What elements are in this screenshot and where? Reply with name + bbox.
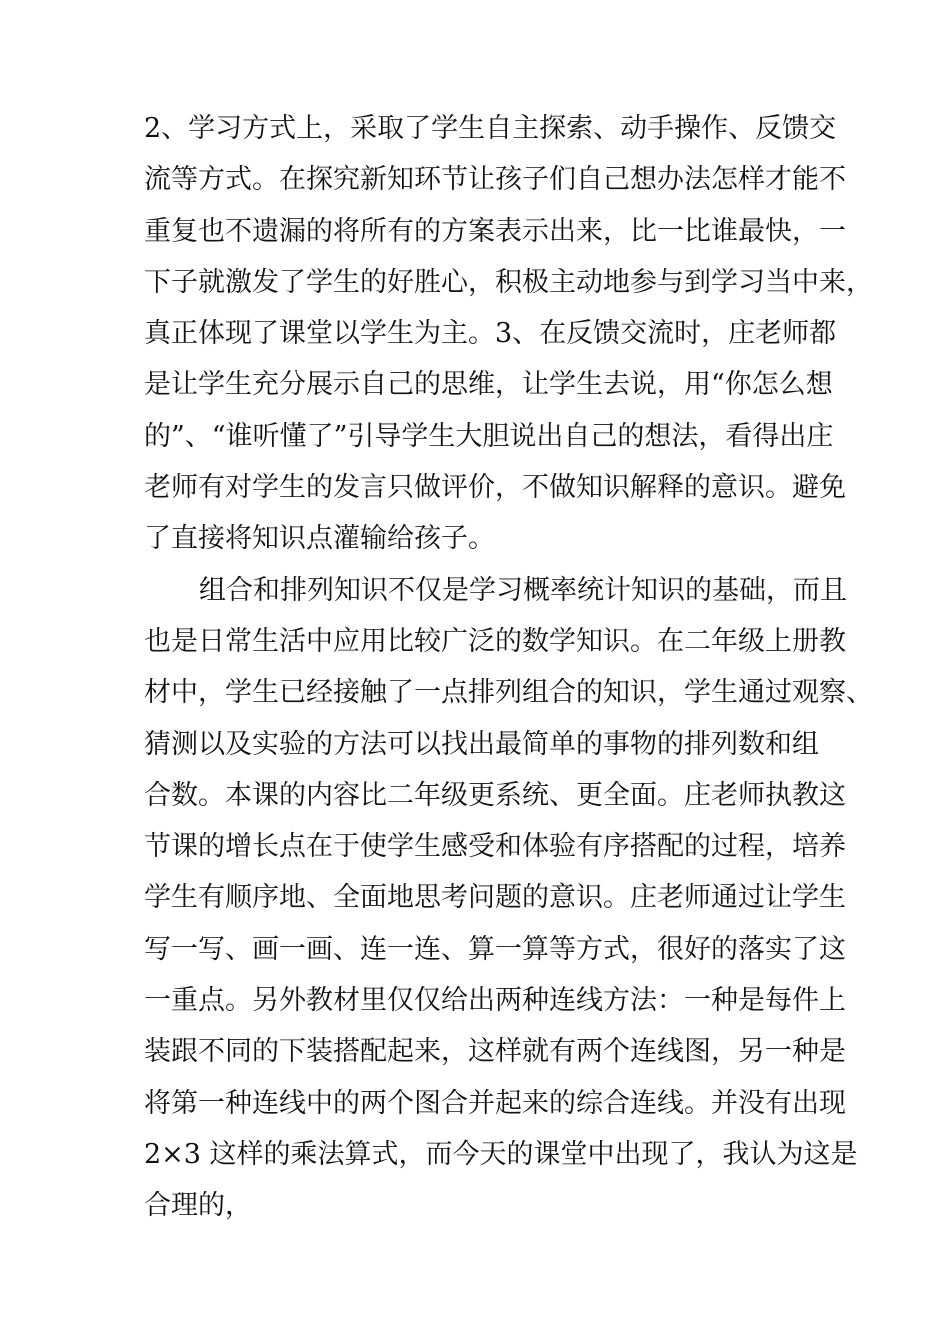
text-line: 合数。本课的内容比二年级更系统、更全面。庄老师执教这	[144, 779, 846, 811]
text-line: 节课的增长点在于使学生感受和体验有序搭配的过程，培养	[144, 831, 846, 863]
text-line: 也是日常生活中应用比较广泛的数学知识。在二年级上册教	[144, 625, 846, 657]
document-page	[144, 103, 873, 1232]
text-line: 的”、“谁听懂了”引导学生大胆说出自己的想法，看得出庄	[144, 420, 834, 452]
text-line: 装跟不同的下装搭配起来，这样就有两个连线图，另一种是	[144, 1036, 846, 1068]
text-line: 学生有顺序地、全面地思考问题的意识。庄老师通过让学生	[144, 882, 846, 914]
text-line: 老师有对学生的发言只做评价，不做知识解释的意识。避免	[144, 472, 846, 504]
text-line: 材中，学生已经接触了一点排列组合的知识，学生通过观察、	[144, 677, 873, 709]
text-line: 2×3 这样的乘法算式，而今天的课堂中出现了，我认为这是	[144, 1138, 858, 1170]
text-line: 是让学生充分展示自己的思维，让学生去说，用“你怎么想	[144, 369, 833, 401]
text-line: 流等方式。在探究新知环节让孩子们自己想办法怎样才能不	[144, 164, 846, 196]
text-line: 猜测以及实验的方法可以找出最简单的事物的排列数和组	[144, 728, 819, 760]
text-line: 重复也不遗漏的将所有的方案表示出来，比一比谁最快，一	[144, 215, 846, 247]
text-line: 了直接将知识点灌输给孩子。	[144, 523, 495, 555]
text-line: 写一写、画一画、连一连、算一算等方式，很好的落实了这	[144, 933, 846, 965]
text-line: 将第一种连线中的两个图合并起来的综合连线。并没有出现	[144, 1087, 846, 1119]
text-line: 真正体现了课堂以学生为主。3、在反馈交流时，庄老师都	[144, 318, 837, 350]
paragraph-start-line: 组合和排列知识不仅是学习概率统计知识的基础，而且	[199, 574, 847, 606]
text-line: 下子就激发了学生的好胜心，积极主动地参与到学习当中来，	[144, 266, 873, 298]
text-line: 合理的，	[144, 1190, 252, 1222]
text-line: 一重点。另外教材里仅仅给出两种连线方法：一种是每件上	[144, 985, 846, 1017]
text-line: 2、学习方式上，采取了学生自主探索、动手操作、反馈交	[144, 113, 837, 144]
